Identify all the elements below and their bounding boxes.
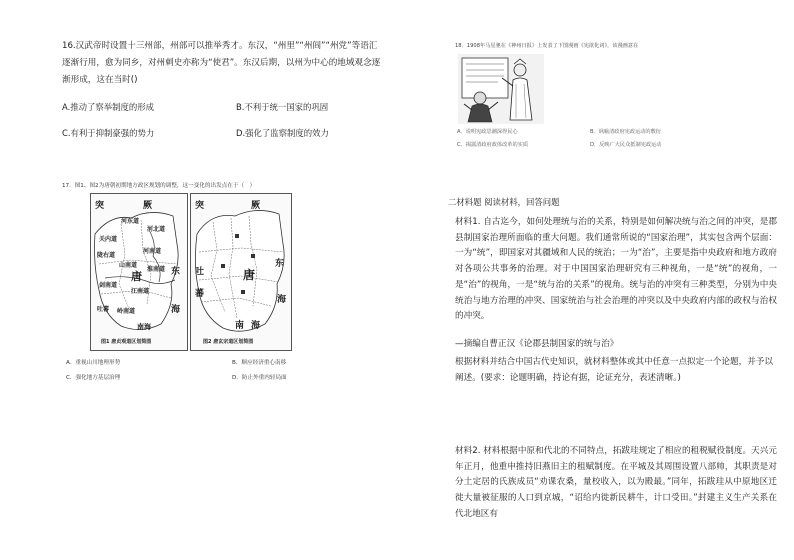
q16-option-c[interactable]: C.有利于抑制豪强的势力 (62, 128, 155, 138)
cartoon-illustration (458, 54, 544, 124)
q17-option-a[interactable]: A．重视山川地理形势 (66, 360, 121, 366)
map1-label-shannan: 山南道 (119, 262, 138, 269)
map1-label-dong: 东 (171, 267, 181, 277)
map2-label-tu2: 吐 (195, 267, 205, 277)
map2-label-tang: 唐 (243, 268, 256, 282)
map2-label-tu: 突 (195, 201, 205, 211)
question-16-text: 16.汉武帝时设置十三州部，州部可以推举秀才。东汉，“州里”“州闾”“州党”等语汇逐渐行用，愈为同乡，对州刺史亦称为“使君”。东汉后期，以州为中心的地域观念逐渐形成，这在当时() (62, 41, 381, 85)
map2-label-nanhai: 海 (251, 321, 261, 331)
q16-option-a[interactable]: A.推动了察举制度的形成 (62, 102, 154, 112)
section-heading: 二材料题 阅读材料，回答问题 (448, 197, 560, 207)
map1-label-nanhai: 南海 (137, 323, 151, 331)
map1-label-tubo: 吐蕃 (97, 306, 110, 313)
q16-option-d[interactable]: D.强化了监察制度的效力 (236, 128, 329, 138)
map1-label-hebei: 河北道 (147, 226, 166, 233)
question-18-text: 18．1908年马星驰在《神州日报》上发表了下图漫画《宪欲化词》，该漫画意在 (455, 43, 639, 49)
material-1-text: 材料1. 自古迄今，如何处理统与治的关系，特别是如何解决统与治之间的冲突，是郡县制国家治理所面临的重大问题。我们通常所说的“国家治理”，其实包含两个层面：一为“统”，即国家对其疆域和人民的统治；一为“治”，主要是指中央政府和地方政府对各项公共事务的治理。对于中国国家治理研究有三种视角，一是“统”的视角，一是“治”的视角，一是“统与治的关系”的视角。统与治的冲突有三种类型，分别为中央统治与地方治理的冲突、国家统治与社会治理的冲突以及中央政府内部的政权与治权的冲突。 (455, 217, 777, 322)
map2-label-dong: 东 (275, 259, 285, 269)
map1-label-henan: 河南道 (143, 248, 162, 255)
material-2-text: 材料2. 材料根据中原和代北的不同特点，拓跋珪规定了相应的租税赋役制度。天兴元年正月，他重申推持旧燕旧主的租赋制度。在平城及其周围设置八部帅，其职责是对分土定居的氏族成员“劝课农桑，量校收入，以为殿最。”同年，拓跋珪从中原地区迁徙大量被征服的人口到京城，“诏给内徙新民耕牛，计口受田。”封建主义生产关系在代北地区有 (455, 446, 777, 519)
map-tang-xuanzong (190, 193, 292, 351)
map1-label-jue: 厥 (143, 201, 153, 211)
q18-option-c[interactable]: C．揭露清政府政体改革的实质 (457, 142, 529, 148)
map1-label-guannei: 关内道 (99, 236, 118, 243)
q18-option-d[interactable]: D．反映广大民众抵制宪政运动 (590, 142, 662, 148)
q16-option-b[interactable]: B.不利于统一国家的巩固 (236, 102, 329, 112)
map1-label-lingnan: 岭南道 (117, 308, 136, 315)
map2-label-bo: 蕃 (195, 289, 205, 299)
map1-caption: 图1 唐贞观道区划简图 (101, 339, 152, 345)
map2-label-jue: 厥 (251, 201, 261, 211)
material-1-source: —摘编自曹正汉《论郡县制国家的统与治》 (455, 339, 619, 349)
map2-label-hai: 海 (277, 295, 287, 305)
material-1-task: 根据材料并结合中国古代史知识，就材料整体或其中任意一点拟定一个论题，并予以阐述。(要求：论题明确，持论有据，论证充分，表述清晰。) (455, 357, 773, 383)
question-17-text: 17．图1、图2为唐朝初期地方政区规划的调整，这一变化的出发点在于（ ） (62, 183, 256, 189)
map2-label-nan: 南 (235, 321, 245, 331)
map1-label-jiangnan: 江南道 (131, 288, 150, 295)
map1-label-hedong: 河东道 (121, 218, 140, 225)
map1-label-huainan: 淮南道 (147, 266, 166, 273)
map2-caption: 图2 唐玄宗道区划简图 (203, 339, 254, 345)
q17-option-d[interactable]: D．防止外重内轻局面 (232, 375, 287, 381)
q17-option-b[interactable]: B．顺应经济重心南移 (232, 360, 287, 366)
map1-label-tu: 突 (95, 201, 105, 211)
map1-label-jiannan: 剑南道 (99, 282, 118, 289)
map1-label-longyou: 陇右道 (97, 252, 116, 259)
q17-option-c[interactable]: C．强化地方基层治理 (66, 375, 121, 381)
map1-label-tang: 唐 (131, 270, 142, 283)
q18-option-a[interactable]: A．说明宪政思潮深得民心 (457, 129, 518, 135)
map1-label-hai: 海 (171, 305, 181, 315)
q18-option-b[interactable]: B．讽喻清政府宪政运动的敷衍 (590, 129, 661, 135)
map-tang-zhenguan (90, 193, 188, 351)
